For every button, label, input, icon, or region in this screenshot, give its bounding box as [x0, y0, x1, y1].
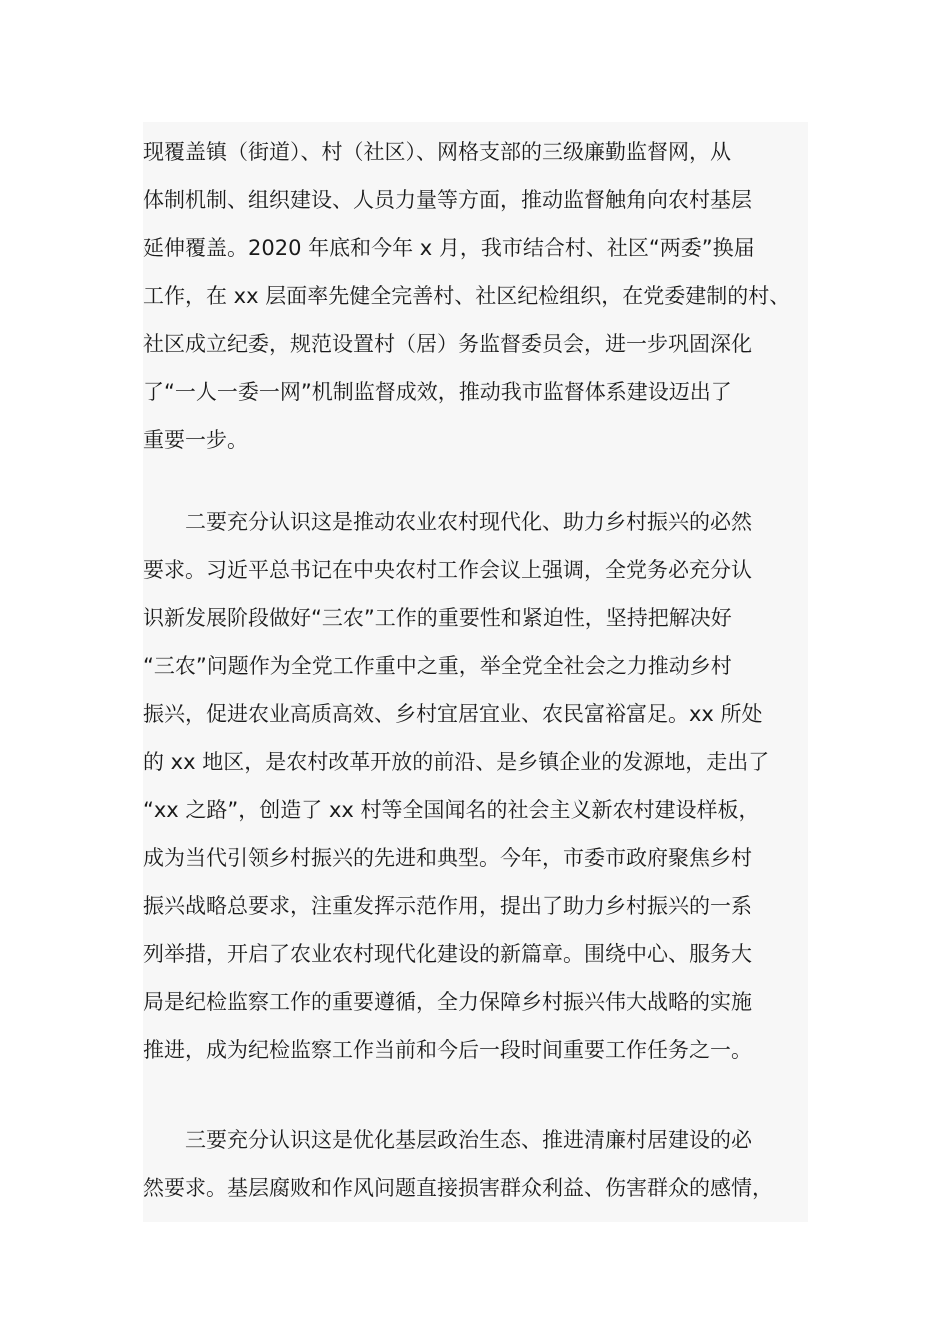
text-line: 列举措，开启了农业农村现代化建设的新篇章。围绕中心、服务大	[143, 942, 752, 966]
text-line: “三农”问题作为全党工作重中之重，举全党全社会之力推动乡村	[143, 654, 732, 678]
paragraph-3	[143, 1116, 773, 1212]
paragraph-2	[143, 498, 769, 1074]
text-line: 局是纪检监察工作的重要遵循，全力保障乡村振兴伟大战略的实施	[143, 990, 752, 1014]
text-line: 成为当代引领乡村振兴的先进和典型。今年，市委市政府聚焦乡村	[143, 846, 752, 870]
text-line: 识新发展阶段做好“三农”工作的重要性和紧迫性，坚持把解决好	[143, 606, 732, 630]
text-line: 体制机制、组织建设、人员力量等方面，推动监督触角向农村基层	[143, 188, 752, 212]
paragraph-1	[143, 128, 790, 464]
text-line: 工作，在 xx 层面率先健全完善村、社区纪检组织，在党委建制的村、	[143, 284, 791, 308]
text-line: 现覆盖镇（街道）、村（社区）、网格支部的三级廉勤监督网，从	[143, 140, 731, 164]
text-line: 重要一步。	[143, 428, 248, 452]
text-line: 振兴战略总要求，注重发挥示范作用，提出了助力乡村振兴的一系	[143, 894, 752, 918]
text-line: “xx 之路”，创造了 xx 村等全国闻名的社会主义新农村建设样板，	[143, 798, 760, 822]
text-line: 二要充分认识这是推动农业农村现代化、助力乡村振兴的必然	[143, 510, 752, 534]
text-line: 三要充分认识这是优化基层政治生态、推进清廉村居建设的必	[143, 1128, 752, 1152]
text-line: 要求。习近平总书记在中央农村工作会议上强调，全党务必充分认	[143, 558, 752, 582]
text-line: 振兴，促进农业高质高效、乡村宜居宜业、农民富裕富足。xx 所处	[143, 702, 763, 726]
text-line: 社区成立纪委，规范设置村（居）务监督委员会，进一步巩固深化	[143, 332, 752, 356]
text-line: 然要求。基层腐败和作风问题直接损害群众利益、伤害群众的感情，	[143, 1176, 773, 1200]
text-line: 延伸覆盖。2020 年底和今年 x 月，我市结合村、社区“两委”换届	[143, 236, 755, 260]
text-line: 了“一人一委一网”机制监督成效，推动我市监督体系建设迈出了	[143, 380, 732, 404]
text-line: 的 xx 地区，是农村改革开放的前沿、是乡镇企业的发源地，走出了	[143, 750, 770, 774]
text-line: 推进，成为纪检监察工作当前和今后一段时间重要工作任务之一。	[143, 1038, 752, 1062]
